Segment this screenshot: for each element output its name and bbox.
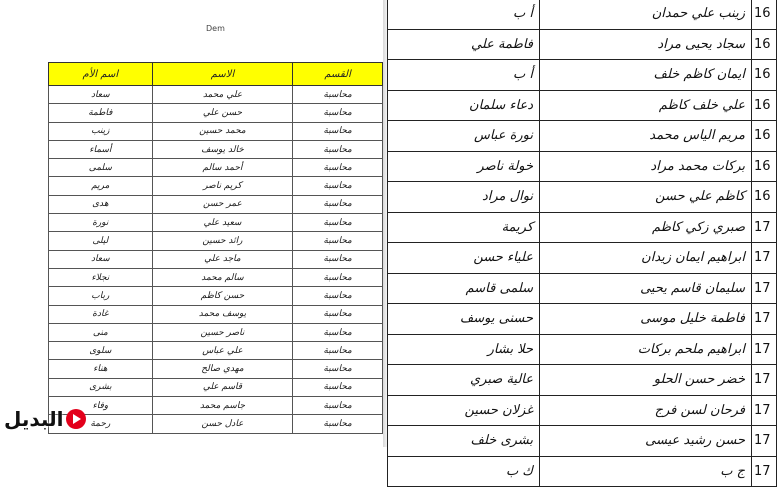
person-name: مريم الياس محمد xyxy=(540,121,752,152)
table-cell: محاسبة xyxy=(293,342,383,360)
row-number: 16 xyxy=(752,90,777,121)
table-row xyxy=(388,212,777,243)
person-name: كاظم علي حسن xyxy=(540,182,752,213)
table-cell: مريم xyxy=(49,177,153,195)
table-cell: هناء xyxy=(49,360,153,378)
table-cell: محاسبة xyxy=(293,159,383,177)
table-cell: محاسبة xyxy=(293,104,383,122)
table-cell: محمد حسين xyxy=(152,122,293,140)
table-row xyxy=(388,90,777,121)
table-row xyxy=(49,122,383,140)
table-cell: رباب xyxy=(49,287,153,305)
mother-name: علياء حسن xyxy=(388,243,540,274)
mother-name: أ ب xyxy=(388,0,540,29)
row-number: 17 xyxy=(752,426,777,457)
table-cell: نجلاء xyxy=(49,268,153,286)
table-row xyxy=(49,342,383,360)
logo-text: البديل xyxy=(4,407,64,431)
person-name: حسن رشيد عيسى xyxy=(540,426,752,457)
table-cell: عادل حسن xyxy=(152,415,293,433)
table-row xyxy=(388,395,777,426)
table-cell: قاسم علي xyxy=(152,378,293,396)
right-names-table xyxy=(387,0,777,487)
table-row xyxy=(49,195,383,213)
table-cell: محاسبة xyxy=(293,378,383,396)
row-number: 16 xyxy=(752,0,777,29)
table-row xyxy=(388,273,777,304)
table-cell: محاسبة xyxy=(293,305,383,323)
table-cell: سعاد xyxy=(49,250,153,268)
news-logo xyxy=(4,402,87,436)
table-cell: أسماء xyxy=(49,140,153,158)
table-cell: بشرى xyxy=(49,378,153,396)
table-cell: رحمة xyxy=(49,415,153,433)
column-header: الاسم xyxy=(152,63,293,86)
table-row xyxy=(49,140,383,158)
row-number: 17 xyxy=(752,243,777,274)
table-row xyxy=(49,378,383,396)
mother-name: ك ب xyxy=(388,456,540,487)
table-cell: محاسبة xyxy=(293,415,383,433)
person-name: سجاد يحيى مراد xyxy=(540,29,752,60)
table-cell: سعيد علي xyxy=(152,214,293,232)
row-number: 17 xyxy=(752,456,777,487)
table-row xyxy=(49,232,383,250)
table-row xyxy=(49,268,383,286)
table-row xyxy=(49,415,383,433)
table-cell: محاسبة xyxy=(293,360,383,378)
table-row xyxy=(388,121,777,152)
table-cell: محاسبة xyxy=(293,195,383,213)
table-cell: وفاء xyxy=(49,397,153,415)
row-number: 17 xyxy=(752,273,777,304)
table-cell: نورة xyxy=(49,214,153,232)
table-row xyxy=(388,0,777,29)
row-number: 17 xyxy=(752,304,777,335)
table-cell: محاسبة xyxy=(293,250,383,268)
person-name: فاطمة خليل موسى xyxy=(540,304,752,335)
mother-name: نوال مراد xyxy=(388,182,540,213)
table-cell: حسن كاظم xyxy=(152,287,293,305)
person-name: ايمان كاظم خلف xyxy=(540,60,752,91)
table-row xyxy=(388,426,777,457)
table-row xyxy=(388,365,777,396)
person-name: فرحان لسن فرج xyxy=(540,395,752,426)
play-icon xyxy=(65,408,87,430)
mother-name: كريمة xyxy=(388,212,540,243)
table-cell: ليلى xyxy=(49,232,153,250)
mother-name: خولة ناصر xyxy=(388,151,540,182)
table-cell: غادة xyxy=(49,305,153,323)
table-cell: سعاد xyxy=(49,86,153,104)
table-cell: خالد يوسف xyxy=(152,140,293,158)
table-cell: يوسف محمد xyxy=(152,305,293,323)
row-number: 17 xyxy=(752,212,777,243)
right-document-page xyxy=(387,0,771,479)
table-cell: جاسم محمد xyxy=(152,397,293,415)
table-row xyxy=(388,243,777,274)
row-number: 16 xyxy=(752,29,777,60)
table-row xyxy=(49,86,383,104)
person-name: ج ب xyxy=(540,456,752,487)
mother-name: فاطمة علي xyxy=(388,29,540,60)
table-cell: محاسبة xyxy=(293,122,383,140)
table-row xyxy=(49,250,383,268)
table-cell: محاسبة xyxy=(293,214,383,232)
table-row xyxy=(49,397,383,415)
table-cell: محاسبة xyxy=(293,232,383,250)
person-name: بركات محمد مراد xyxy=(540,151,752,182)
table-header-row xyxy=(49,63,383,86)
person-name: خضر حسن الحلو xyxy=(540,365,752,396)
table-cell: منى xyxy=(49,323,153,341)
table-row xyxy=(49,360,383,378)
table-cell: كريم ناصر xyxy=(152,177,293,195)
row-number: 16 xyxy=(752,151,777,182)
table-row xyxy=(49,177,383,195)
mother-name: حسنى يوسف xyxy=(388,304,540,335)
table-cell: محاسبة xyxy=(293,86,383,104)
table-row xyxy=(49,287,383,305)
row-number: 16 xyxy=(752,121,777,152)
mother-name: عالية صبري xyxy=(388,365,540,396)
table-cell: زينب xyxy=(49,122,153,140)
mother-name: حلا بشار xyxy=(388,334,540,365)
person-name: ابراهيم ايمان زيدان xyxy=(540,243,752,274)
table-cell: فاطمة xyxy=(49,104,153,122)
table-cell: محاسبة xyxy=(293,323,383,341)
table-cell: محاسبة xyxy=(293,397,383,415)
table-cell: رائد حسين xyxy=(152,232,293,250)
mother-name: نورة عباس xyxy=(388,121,540,152)
column-header: القسم xyxy=(293,63,383,86)
table-cell: محاسبة xyxy=(293,268,383,286)
table-cell: محاسبة xyxy=(293,177,383,195)
table-cell: ماجد علي xyxy=(152,250,293,268)
table-row xyxy=(49,159,383,177)
table-cell: مهدي صالح xyxy=(152,360,293,378)
table-row xyxy=(388,60,777,91)
table-row xyxy=(388,29,777,60)
table-cell: سالم محمد xyxy=(152,268,293,286)
table-cell: علي محمد xyxy=(152,86,293,104)
row-number: 16 xyxy=(752,182,777,213)
table-row xyxy=(388,151,777,182)
person-name: ابراهيم ملحم بركات xyxy=(540,334,752,365)
row-number: 17 xyxy=(752,395,777,426)
table-cell: علي عباس xyxy=(152,342,293,360)
person-name: سليمان قاسم يحيى xyxy=(540,273,752,304)
mother-name: أ ب xyxy=(388,60,540,91)
table-cell: سلمى xyxy=(49,159,153,177)
row-number: 16 xyxy=(752,60,777,91)
table-row xyxy=(388,334,777,365)
left-names-table xyxy=(48,62,383,434)
table-cell: حسن علي xyxy=(152,104,293,122)
left-document-page xyxy=(0,0,383,447)
mother-name: غزلان حسين xyxy=(388,395,540,426)
table-cell: ناصر حسين xyxy=(152,323,293,341)
mother-name: دعاء سلمان xyxy=(388,90,540,121)
table-row xyxy=(49,104,383,122)
mother-name: بشرى خلف xyxy=(388,426,540,457)
table-cell: محاسبة xyxy=(293,140,383,158)
page-header-text: Dem xyxy=(206,24,225,33)
table-row xyxy=(388,456,777,487)
column-header: اسم الأم xyxy=(49,63,153,86)
table-cell: عمر حسن xyxy=(152,195,293,213)
table-cell: محاسبة xyxy=(293,287,383,305)
person-name: علي خلف كاظم xyxy=(540,90,752,121)
table-row xyxy=(49,305,383,323)
row-number: 17 xyxy=(752,365,777,396)
table-row xyxy=(388,304,777,335)
table-cell: سلوى xyxy=(49,342,153,360)
person-name: زينب علي حمدان xyxy=(540,0,752,29)
table-row xyxy=(49,323,383,341)
table-cell: أحمد سالم xyxy=(152,159,293,177)
table-row xyxy=(49,214,383,232)
person-name: صبري زكي كاظم xyxy=(540,212,752,243)
mother-name: سلمى قاسم xyxy=(388,273,540,304)
table-cell: هدى xyxy=(49,195,153,213)
row-number: 17 xyxy=(752,334,777,365)
table-row xyxy=(388,182,777,213)
